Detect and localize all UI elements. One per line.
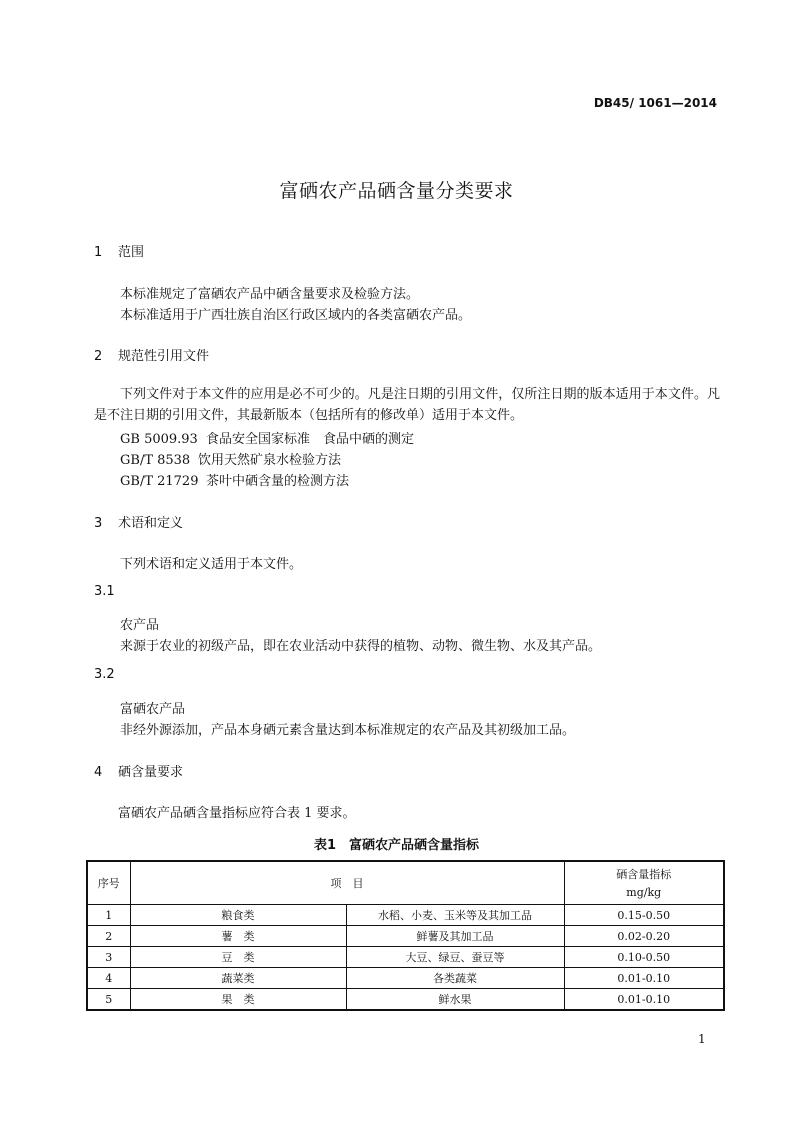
section-number: 3 <box>94 516 103 531</box>
cell-items: 各类蔬菜 <box>346 968 564 989</box>
section-title: 硒含量要求 <box>118 765 184 780</box>
section-4-heading <box>94 761 183 780</box>
document-code: DB45/ 1061—2014 <box>593 96 717 110</box>
header-value-unit: mg/kg <box>626 885 662 899</box>
cell-range: 0.01-0.10 <box>564 989 724 1011</box>
page-title: 富硒农产品硒含量分类要求 <box>279 180 514 202</box>
normative-reference <box>120 428 414 447</box>
reference-title: 食品安全国家标准 食品中硒的测定 <box>206 432 415 447</box>
section-1-heading <box>94 241 144 260</box>
cell-range: 0.15-0.50 <box>564 905 724 926</box>
cell-items: 鲜水果 <box>346 989 564 1011</box>
table-row <box>87 968 724 989</box>
header-value <box>564 861 724 905</box>
section-title: 术语和定义 <box>118 516 184 531</box>
reference-code: GB 5009.93 <box>120 432 198 447</box>
reference-code: GB/T 21729 <box>120 474 199 489</box>
cell-category: 薯 类 <box>130 926 346 947</box>
selenium-content-table <box>86 860 725 1011</box>
table-row <box>87 905 724 926</box>
paragraph: 下列术语和定义适用于本文件。 <box>120 557 303 572</box>
section-number: 1 <box>94 245 103 260</box>
section-number: 2 <box>94 349 103 364</box>
section-3-heading <box>94 512 183 531</box>
section-title: 范围 <box>118 245 145 260</box>
term-definition: 非经外源添加，产品本身硒元素含量达到本标准规定的农产品及其初级加工品。 <box>120 723 576 738</box>
paragraph: 富硒农产品硒含量指标应符合表 1 要求。 <box>118 806 356 821</box>
cell-items: 水稻、小麦、玉米等及其加工品 <box>346 905 564 926</box>
cell-category: 果 类 <box>130 989 346 1011</box>
section-number: 4 <box>94 765 103 780</box>
reference-code: GB/T 8538 <box>120 453 191 468</box>
cell-items: 大豆、绿豆、蚕豆等 <box>346 947 564 968</box>
table-row <box>87 926 724 947</box>
header-value-label: 硒含量指标 <box>616 867 672 881</box>
section-2-heading <box>94 345 209 364</box>
cell-category: 豆 类 <box>130 947 346 968</box>
reference-title: 茶叶中硒含量的检测方法 <box>206 474 350 489</box>
paragraph: 本标准规定了富硒农产品中硒含量要求及检验方法。 <box>120 287 420 302</box>
normative-reference <box>120 470 349 489</box>
section-title: 规范性引用文件 <box>118 349 210 364</box>
term-number: 3.2 <box>94 667 115 682</box>
cell-range: 0.10-0.50 <box>564 947 724 968</box>
term-number: 3.1 <box>94 584 115 599</box>
paragraph: 本标准适用于广西壮族自治区行政区域内的各类富硒农产品。 <box>120 308 472 323</box>
term-name: 农产品 <box>120 618 160 633</box>
cell-items: 鲜薯及其加工品 <box>346 926 564 947</box>
cell-range: 0.01-0.10 <box>564 968 724 989</box>
header-item: 项 目 <box>130 861 564 905</box>
term-definition: 来源于农业的初级产品，即在农业活动中获得的植物、动物、微生物、水及其产品。 <box>120 639 602 654</box>
cell-category: 粮食类 <box>130 905 346 926</box>
cell-category: 蔬菜类 <box>130 968 346 989</box>
cell-seq: 1 <box>87 905 130 926</box>
cell-seq: 5 <box>87 989 130 1011</box>
table-caption: 表1 富硒农产品硒含量指标 <box>313 838 480 853</box>
page-number: 1 <box>698 1032 706 1046</box>
cell-seq: 2 <box>87 926 130 947</box>
paragraph: 下列文件对于本文件的应用是必不可少的。凡是注日期的引用文件，仅所注日期的版本适用于本文件。凡是不注日期的引用文件，其最新版本（包括所有的修改单）适用于本文件。 <box>94 387 720 423</box>
cell-seq: 3 <box>87 947 130 968</box>
reference-title: 饮用天然矿泉水检验方法 <box>198 453 342 468</box>
normative-reference <box>120 449 341 468</box>
cell-seq: 4 <box>87 968 130 989</box>
header-seq: 序号 <box>87 861 130 905</box>
term-name: 富硒农产品 <box>120 702 186 717</box>
cell-range: 0.02-0.20 <box>564 926 724 947</box>
table-header-row <box>87 861 724 905</box>
table-row <box>87 989 724 1011</box>
table-row <box>87 947 724 968</box>
